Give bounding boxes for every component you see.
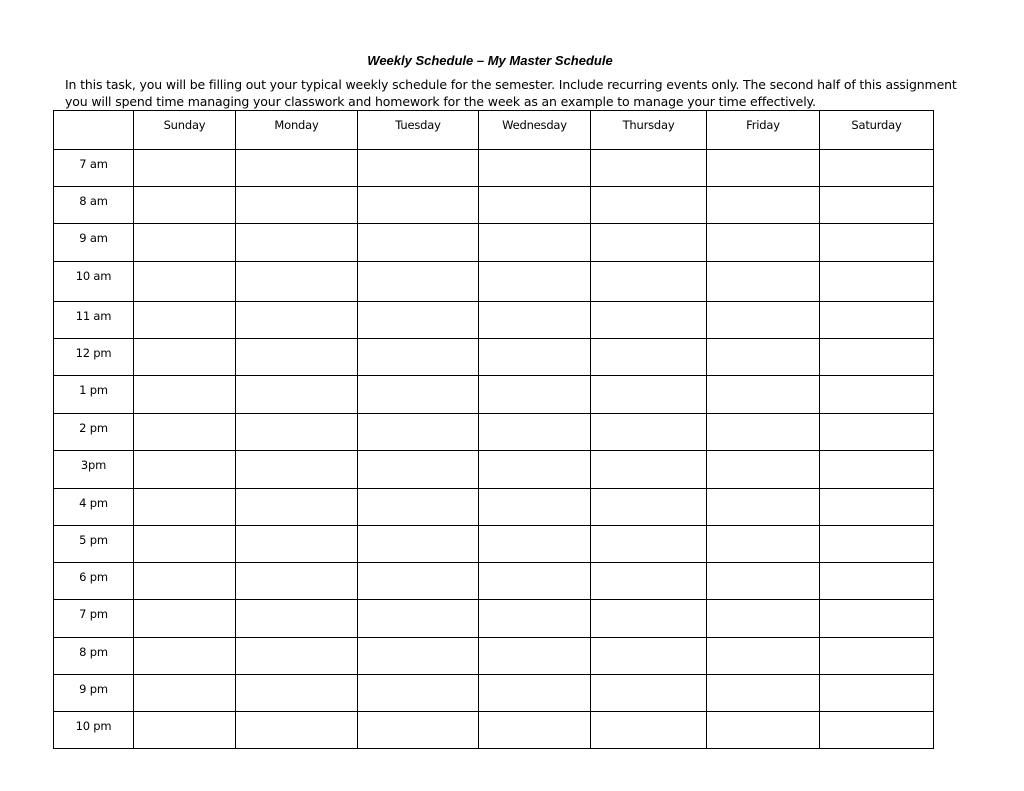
schedule-cell-saturday[interactable] bbox=[820, 414, 934, 451]
time-label: 4 pm bbox=[54, 489, 134, 526]
schedule-cell-monday[interactable] bbox=[236, 302, 358, 339]
schedule-cell-saturday[interactable] bbox=[820, 376, 934, 414]
schedule-cell-monday[interactable] bbox=[236, 339, 358, 376]
schedule-cell-friday[interactable] bbox=[707, 262, 820, 302]
schedule-cell-wednesday[interactable] bbox=[479, 414, 591, 451]
schedule-cell-saturday[interactable] bbox=[820, 600, 934, 638]
schedule-cell-thursday[interactable] bbox=[591, 563, 707, 600]
schedule-cell-monday[interactable] bbox=[236, 712, 358, 749]
schedule-cell-sunday[interactable] bbox=[134, 187, 236, 224]
schedule-cell-wednesday[interactable] bbox=[479, 563, 591, 600]
schedule-cell-tuesday[interactable] bbox=[358, 675, 479, 712]
schedule-cell-monday[interactable] bbox=[236, 376, 358, 414]
schedule-cell-sunday[interactable] bbox=[134, 150, 236, 187]
schedule-cell-sunday[interactable] bbox=[134, 224, 236, 262]
time-row bbox=[54, 224, 934, 262]
schedule-cell-tuesday[interactable] bbox=[358, 224, 479, 262]
time-label: 6 pm bbox=[54, 563, 134, 600]
schedule-cell-tuesday[interactable] bbox=[358, 150, 479, 187]
time-row bbox=[54, 414, 934, 451]
time-label: 8 pm bbox=[54, 638, 134, 675]
time-label: 9 am bbox=[54, 224, 134, 262]
schedule-cell-sunday[interactable] bbox=[134, 600, 236, 638]
schedule-cell-sunday[interactable] bbox=[134, 451, 236, 489]
schedule-cell-monday[interactable] bbox=[236, 675, 358, 712]
schedule-cell-wednesday[interactable] bbox=[479, 600, 591, 638]
time-row bbox=[54, 376, 934, 414]
time-label: 11 am bbox=[54, 302, 134, 339]
schedule-cell-saturday[interactable] bbox=[820, 187, 934, 224]
day-header-monday: Monday bbox=[236, 111, 358, 150]
schedule-cell-friday[interactable] bbox=[707, 187, 820, 224]
time-row bbox=[54, 526, 934, 563]
schedule-cell-thursday[interactable] bbox=[591, 489, 707, 526]
schedule-cell-friday[interactable] bbox=[707, 600, 820, 638]
schedule-cell-tuesday[interactable] bbox=[358, 526, 479, 563]
schedule-cell-friday[interactable] bbox=[707, 712, 820, 749]
schedule-cell-tuesday[interactable] bbox=[358, 302, 479, 339]
schedule-cell-wednesday[interactable] bbox=[479, 451, 591, 489]
schedule-cell-wednesday[interactable] bbox=[479, 262, 591, 302]
time-label: 10 pm bbox=[54, 712, 134, 749]
time-label: 10 am bbox=[54, 262, 134, 302]
time-row bbox=[54, 302, 934, 339]
schedule-body bbox=[54, 150, 934, 749]
schedule-cell-wednesday[interactable] bbox=[479, 675, 591, 712]
schedule-cell-friday[interactable] bbox=[707, 489, 820, 526]
day-header-saturday: Saturday bbox=[820, 111, 934, 150]
time-row bbox=[54, 489, 934, 526]
header-row bbox=[54, 111, 934, 150]
schedule-cell-saturday[interactable] bbox=[820, 526, 934, 563]
schedule-cell-thursday[interactable] bbox=[591, 376, 707, 414]
schedule-cell-saturday[interactable] bbox=[820, 224, 934, 262]
document-title: Weekly Schedule – My Master Schedule bbox=[367, 53, 613, 68]
time-label: 9 pm bbox=[54, 675, 134, 712]
schedule-cell-sunday[interactable] bbox=[134, 262, 236, 302]
schedule-cell-monday[interactable] bbox=[236, 262, 358, 302]
schedule-cell-wednesday[interactable] bbox=[479, 638, 591, 675]
time-row bbox=[54, 451, 934, 489]
schedule-cell-tuesday[interactable] bbox=[358, 600, 479, 638]
instructions-line-1: In this task, you will be filling out your typical weekly schedule for the semester. Include recurring events only. The second half of this assignment bbox=[65, 77, 957, 92]
schedule-cell-saturday[interactable] bbox=[820, 262, 934, 302]
time-row bbox=[54, 600, 934, 638]
schedule-cell-saturday[interactable] bbox=[820, 675, 934, 712]
corner-cell bbox=[54, 111, 134, 150]
schedule-cell-monday[interactable] bbox=[236, 451, 358, 489]
schedule-cell-tuesday[interactable] bbox=[358, 451, 479, 489]
time-label: 3pm bbox=[54, 451, 134, 489]
schedule-cell-wednesday[interactable] bbox=[479, 302, 591, 339]
schedule-cell-wednesday[interactable] bbox=[479, 712, 591, 749]
schedule-cell-wednesday[interactable] bbox=[479, 224, 591, 262]
schedule-cell-wednesday[interactable] bbox=[479, 526, 591, 563]
schedule-cell-saturday[interactable] bbox=[820, 638, 934, 675]
schedule-cell-thursday[interactable] bbox=[591, 150, 707, 187]
schedule-cell-friday[interactable] bbox=[707, 638, 820, 675]
schedule-cell-tuesday[interactable] bbox=[358, 414, 479, 451]
schedule-cell-sunday[interactable] bbox=[134, 675, 236, 712]
schedule-cell-tuesday[interactable] bbox=[358, 187, 479, 224]
schedule-cell-friday[interactable] bbox=[707, 339, 820, 376]
instructions-paragraph bbox=[65, 77, 965, 110]
schedule-cell-saturday[interactable] bbox=[820, 451, 934, 489]
time-row bbox=[54, 262, 934, 302]
schedule-cell-thursday[interactable] bbox=[591, 712, 707, 749]
time-label: 7 am bbox=[54, 150, 134, 187]
time-label: 8 am bbox=[54, 187, 134, 224]
schedule-cell-thursday[interactable] bbox=[591, 414, 707, 451]
schedule-cell-saturday[interactable] bbox=[820, 150, 934, 187]
schedule-cell-sunday[interactable] bbox=[134, 712, 236, 749]
schedule-cell-thursday[interactable] bbox=[591, 675, 707, 712]
schedule-cell-friday[interactable] bbox=[707, 526, 820, 563]
instructions-line-2: you will spend time managing your classwork and homework for the week as an example to manage your time effectively. bbox=[65, 93, 816, 109]
schedule-cell-wednesday[interactable] bbox=[479, 376, 591, 414]
schedule-cell-thursday[interactable] bbox=[591, 187, 707, 224]
schedule-cell-saturday[interactable] bbox=[820, 339, 934, 376]
schedule-cell-tuesday[interactable] bbox=[358, 638, 479, 675]
time-row bbox=[54, 675, 934, 712]
time-label: 1 pm bbox=[54, 376, 134, 414]
schedule-cell-monday[interactable] bbox=[236, 224, 358, 262]
schedule-cell-friday[interactable] bbox=[707, 451, 820, 489]
schedule-cell-thursday[interactable] bbox=[591, 638, 707, 675]
schedule-cell-tuesday[interactable] bbox=[358, 489, 479, 526]
time-row bbox=[54, 563, 934, 600]
schedule-cell-friday[interactable] bbox=[707, 150, 820, 187]
schedule-cell-thursday[interactable] bbox=[591, 224, 707, 262]
schedule-cell-tuesday[interactable] bbox=[358, 376, 479, 414]
schedule-cell-wednesday[interactable] bbox=[479, 187, 591, 224]
schedule-cell-saturday[interactable] bbox=[820, 712, 934, 749]
schedule-cell-friday[interactable] bbox=[707, 302, 820, 339]
day-header-friday: Friday bbox=[707, 111, 820, 150]
schedule-cell-thursday[interactable] bbox=[591, 451, 707, 489]
time-label: 2 pm bbox=[54, 414, 134, 451]
time-row bbox=[54, 150, 934, 187]
schedule-cell-sunday[interactable] bbox=[134, 339, 236, 376]
day-header-tuesday: Tuesday bbox=[358, 111, 479, 150]
day-header-sunday: Sunday bbox=[134, 111, 236, 150]
time-row bbox=[54, 638, 934, 675]
time-row bbox=[54, 339, 934, 376]
weekly-schedule-table bbox=[53, 110, 934, 749]
schedule-cell-monday[interactable] bbox=[236, 563, 358, 600]
schedule-cell-thursday[interactable] bbox=[591, 339, 707, 376]
schedule-cell-sunday[interactable] bbox=[134, 489, 236, 526]
schedule-cell-saturday[interactable] bbox=[820, 489, 934, 526]
schedule-cell-monday[interactable] bbox=[236, 489, 358, 526]
schedule-cell-friday[interactable] bbox=[707, 675, 820, 712]
schedule-cell-wednesday[interactable] bbox=[479, 339, 591, 376]
schedule-cell-tuesday[interactable] bbox=[358, 712, 479, 749]
schedule-cell-thursday[interactable] bbox=[591, 600, 707, 638]
schedule-cell-sunday[interactable] bbox=[134, 638, 236, 675]
time-label: 12 pm bbox=[54, 339, 134, 376]
time-row bbox=[54, 187, 934, 224]
schedule-cell-sunday[interactable] bbox=[134, 526, 236, 563]
schedule-cell-sunday[interactable] bbox=[134, 414, 236, 451]
schedule-cell-saturday[interactable] bbox=[820, 302, 934, 339]
time-row bbox=[54, 712, 934, 749]
schedule-cell-friday[interactable] bbox=[707, 224, 820, 262]
day-header-thursday: Thursday bbox=[591, 111, 707, 150]
time-label: 5 pm bbox=[54, 526, 134, 563]
schedule-cell-friday[interactable] bbox=[707, 414, 820, 451]
schedule-cell-monday[interactable] bbox=[236, 600, 358, 638]
schedule-cell-friday[interactable] bbox=[707, 563, 820, 600]
schedule-cell-tuesday[interactable] bbox=[358, 262, 479, 302]
schedule-cell-wednesday[interactable] bbox=[479, 489, 591, 526]
schedule-cell-monday[interactable] bbox=[236, 187, 358, 224]
schedule-cell-wednesday[interactable] bbox=[479, 150, 591, 187]
schedule-cell-monday[interactable] bbox=[236, 526, 358, 563]
day-header-wednesday: Wednesday bbox=[479, 111, 591, 150]
schedule-cell-tuesday[interactable] bbox=[358, 339, 479, 376]
schedule-cell-thursday[interactable] bbox=[591, 302, 707, 339]
schedule-cell-sunday[interactable] bbox=[134, 302, 236, 339]
schedule-cell-monday[interactable] bbox=[236, 414, 358, 451]
schedule-cell-thursday[interactable] bbox=[591, 526, 707, 563]
schedule-cell-friday[interactable] bbox=[707, 376, 820, 414]
time-label: 7 pm bbox=[54, 600, 134, 638]
schedule-cell-saturday[interactable] bbox=[820, 563, 934, 600]
schedule-cell-sunday[interactable] bbox=[134, 563, 236, 600]
schedule-cell-monday[interactable] bbox=[236, 150, 358, 187]
schedule-cell-sunday[interactable] bbox=[134, 376, 236, 414]
schedule-cell-thursday[interactable] bbox=[591, 262, 707, 302]
schedule-cell-tuesday[interactable] bbox=[358, 563, 479, 600]
schedule-cell-monday[interactable] bbox=[236, 638, 358, 675]
